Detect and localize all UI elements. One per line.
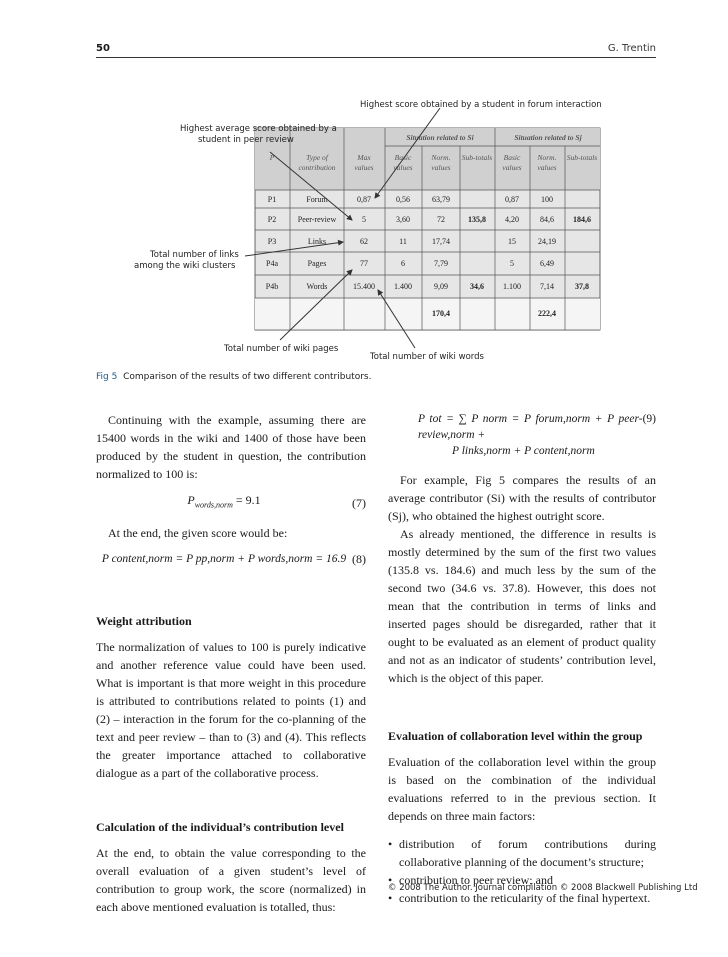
- column-header: P: [269, 153, 275, 162]
- column-header: Max: [357, 153, 371, 162]
- table-cell: 34,6: [470, 282, 484, 291]
- equation-number: (8): [352, 552, 366, 567]
- table-cell: 1.100: [503, 282, 521, 291]
- list-item: • distribution of forum contributions during collaborative planning of the document’s structure;: [388, 835, 656, 871]
- table-cell: 0,87: [357, 195, 371, 204]
- annotation-top-left-1: Highest average score obtained by a: [180, 124, 337, 134]
- list-item: • contribution to peer review; and: [388, 871, 656, 889]
- paragraph: Continuing with the example, assuming there are 15400 words in the wiki and 1400 of those have been produced by the student in question, the contribution normalized to 100 is:: [96, 413, 366, 481]
- table-cell: 5: [362, 215, 366, 224]
- table-cell: 222,4: [538, 309, 556, 318]
- annotation-top-right: Highest score obtained by a student in forum interaction: [360, 100, 602, 110]
- equation-8-body: P content,norm = P pp,norm + P words,norm = 16.9: [101, 553, 347, 566]
- table-cell: Words: [306, 282, 328, 291]
- column-header: values: [537, 163, 557, 172]
- column-header: values: [502, 163, 522, 172]
- column-header: contribution: [298, 163, 336, 172]
- equation-9: [388, 411, 656, 459]
- annotation-left-1: Total number of links: [150, 250, 239, 260]
- equation-number: (7): [352, 495, 366, 510]
- table-cell: 15.400: [353, 282, 375, 291]
- annotation-left-2: among the wiki clusters: [134, 261, 236, 271]
- column-header: Sub-totals: [566, 153, 598, 162]
- column-header: values: [393, 163, 413, 172]
- header-rule: [96, 57, 656, 58]
- list-item: • contribution to the reticularity of the final hypertext.: [388, 889, 656, 907]
- column-header: Basic: [394, 153, 412, 162]
- equation-7: [96, 491, 366, 514]
- column-header: values: [431, 163, 451, 172]
- right-column: [388, 411, 656, 907]
- table-cell: Peer-review: [297, 215, 337, 224]
- table-cell: 3,60: [396, 215, 410, 224]
- table-cell: P4b: [265, 282, 279, 291]
- section-heading-collaboration-level: Evaluation of collaboration level within the group: [388, 729, 643, 743]
- column-header: Sub-totals: [461, 153, 493, 162]
- table-cell: 77: [360, 259, 368, 268]
- table-cell: 24,19: [538, 237, 556, 246]
- table-cell: 84,6: [540, 215, 554, 224]
- table-cell: 0,87: [505, 195, 519, 204]
- table-cell: 9,09: [434, 282, 448, 291]
- bullet-list: [388, 835, 656, 907]
- table-cell: 7,79: [434, 259, 448, 268]
- table-cell: 6,49: [540, 259, 554, 268]
- paragraph: As already mentioned, the difference in results is mostly determined by the sum of the first two values (135.8 vs. 184.6) and much less by the sum of the second two (34.6 vs. 37.8). However, this does not mean that the contribution in terms of links and inserted pages should be disregarded, rather that it ought to be evaluated as an element of product quality and not as an indicator of students’ contribution level, which is the object of this paper.: [388, 527, 656, 685]
- footer-copyright: © 2008 The Author. Journal compilation © 2008 Blackwell Publishing Ltd: [388, 883, 698, 893]
- column-header: Norm.: [537, 153, 557, 162]
- page-number: 50: [96, 43, 110, 54]
- left-column: [96, 411, 366, 916]
- equation-8: [96, 550, 366, 568]
- figure-label: Fig 5: [96, 372, 118, 382]
- figure-5: [120, 90, 630, 365]
- table-cell: 4,20: [505, 215, 519, 224]
- table-cell: P4a: [266, 259, 278, 268]
- table-cell: Links: [307, 237, 327, 246]
- table-cell: 17,74: [432, 237, 450, 246]
- table-cell: P3: [267, 237, 277, 246]
- equation-number: (9): [642, 413, 656, 425]
- table-cell: P1: [267, 195, 277, 204]
- equation-9-line-2: P links,norm + P content,norm: [452, 445, 595, 457]
- table-cell: 6: [401, 259, 405, 268]
- paragraph: At the end, to obtain the value corresponding to the overall evaluation of a given student’s level of contribution to group work, the score (normalized) in each above mentioned evaluation is totalled, thus:: [96, 846, 366, 915]
- paragraph: The normalization of values to 100 is purely indicative and another reference value could have been used. What is important is that more weight in this procedure is attributed to contributions related to points (1) and (2) – interaction in the forum for the co-planning of the text and peer review – than to (3) and (4). This reflects the greater importance attached to collaborative dialogue as a part of the collaborative process.: [96, 640, 366, 781]
- annotation-top-left-2: student in peer review: [198, 135, 294, 145]
- table-cell: 63,79: [432, 195, 450, 204]
- annotation-bottom-left: Total number of wiki pages: [224, 344, 339, 354]
- equation-7-body: $P_{words,norm} = 9.1$: [187, 493, 261, 510]
- table-cell: 7,14: [540, 282, 554, 291]
- table-cell: 1.400: [394, 282, 412, 291]
- paragraph: At the end, the given score would be:: [108, 526, 288, 541]
- section-heading-contribution-level: Calculation of the individual’s contribution level: [96, 820, 344, 835]
- figure-caption: [96, 372, 371, 382]
- table-cell: 72: [437, 215, 445, 224]
- equation-9-line-1: P tot = ∑ P norm = P forum,norm + P peer-review,norm +: [418, 413, 643, 441]
- column-headers: [269, 153, 598, 172]
- running-author: G. Trentin: [607, 43, 656, 54]
- table-cell: 170,4: [432, 309, 450, 318]
- group-header-si: Situation related to Si: [406, 133, 474, 142]
- table-cell: 184,6: [573, 215, 591, 224]
- figure-caption-text: Comparison of the results of two different contributors.: [123, 372, 372, 382]
- paragraph: For example, Fig 5 compares the results of an average contributor (Si) with the results of contributor (Sj), who obtained the highest outright score.: [388, 473, 656, 523]
- column-header: Basic: [503, 153, 521, 162]
- table-cell: 135,8: [468, 215, 486, 224]
- table-cell: 15: [508, 237, 516, 246]
- table-cell: 5: [510, 259, 514, 268]
- table-cell: 100: [541, 195, 553, 204]
- figure-svg: [120, 90, 630, 365]
- table-cell: 37,8: [575, 282, 589, 291]
- column-header: values: [354, 163, 374, 172]
- table-cell: P2: [267, 215, 277, 224]
- table-cell: Pages: [307, 259, 327, 268]
- annotation-bottom-right: Total number of wiki words: [370, 352, 484, 362]
- column-header: Norm.: [431, 153, 451, 162]
- table-cell: 11: [399, 237, 407, 246]
- group-header-sj: Situation related to Sj: [514, 133, 582, 142]
- table-cell: 62: [360, 237, 368, 246]
- table-cell: Forum: [306, 195, 328, 204]
- column-header: Type of: [306, 153, 328, 162]
- table-cell: 0,56: [396, 195, 410, 204]
- section-heading-weight-attribution: Weight attribution: [96, 614, 192, 629]
- paragraph: Evaluation of the collaboration level within the group is based on the combination of the individual evaluations referred to in the previous section. It depends on three main factors:: [388, 755, 656, 823]
